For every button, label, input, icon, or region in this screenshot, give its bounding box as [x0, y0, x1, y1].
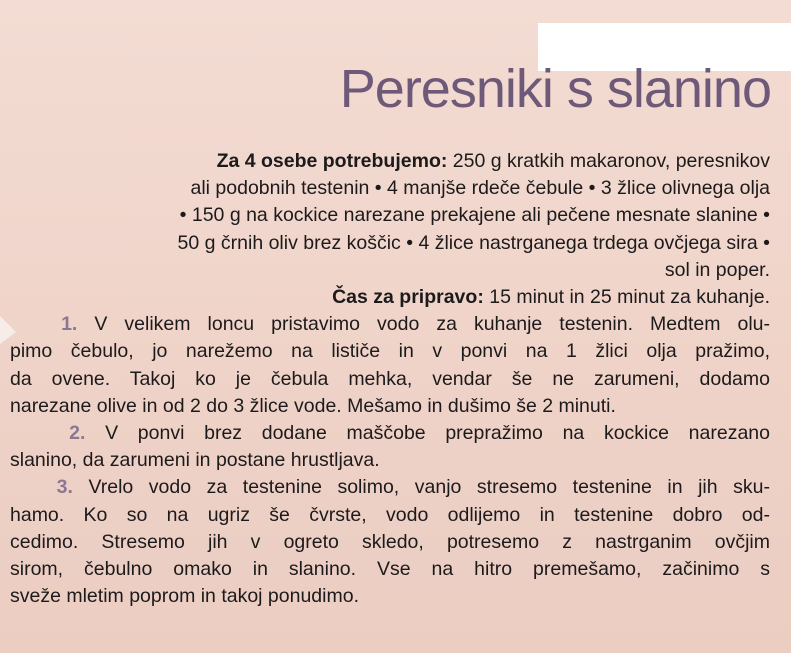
step-2	[10, 420, 770, 474]
step-line: da ovene. Takoj ko je čebula mehka, vendar še ne zarumeni, dodamo	[10, 367, 770, 390]
step-text: Vrelo vodo za testenine solimo, vanjo stresemo testenine in jih sku-	[88, 476, 770, 499]
step-line: sveže mletim poprom in takoj ponudimo.	[10, 585, 359, 608]
step-line: narezane olive in od 2 do 3 žlice vode. Mešamo in dušimo še 2 minuti.	[10, 394, 616, 417]
ingredients-label: Za 4 osebe potrebujemo:	[216, 150, 448, 172]
time-block	[10, 284, 770, 311]
step-line	[10, 420, 770, 447]
ingredients-line: 50 g črnih oliv brez koščic • 4 žlice nastrganega trdega ovčjega sira •	[177, 231, 770, 254]
step-line	[10, 311, 770, 338]
step-line: sirom, čebulno omako in slanino. Vse na hitro premešamo, začinimo s	[10, 558, 770, 581]
recipe-body	[10, 148, 770, 610]
time-line	[10, 284, 770, 311]
ingredients-line: ali podobnih testenin • 4 manjše rdeče čebule • 3 žlice olivnega olja	[190, 177, 770, 200]
time-label: Čas za pripravo:	[332, 286, 484, 309]
ingredients-block	[10, 148, 770, 284]
ingredients-line: sol in poper.	[664, 258, 770, 281]
step-line: pimo čebulo, jo narežemo na lističe in v ponvi na 1 žlici olja pražimo,	[10, 340, 770, 363]
ingredients-text: 250 g kratkih makaronov, peresnikov	[452, 150, 770, 172]
ingredients-line	[10, 148, 770, 175]
step-number: 1.	[61, 313, 78, 336]
step-3	[10, 474, 770, 610]
step-line	[10, 474, 770, 501]
step-line: cedimo. Stresemo jih v ogreto skledo, potresemo z nastrganim ovčjim	[10, 530, 770, 553]
recipe-title: Peresniki s slanino	[339, 59, 771, 119]
time-text: 15 minut in 25 minut za kuhanje.	[489, 286, 770, 309]
step-number: 2.	[69, 422, 86, 445]
step-text: V ponvi brez dodane maščobe prepražimo na kockice narezano	[105, 422, 770, 445]
step-text: V velikem loncu pristavimo vodo za kuhanje testenin. Medtem olu-	[94, 313, 770, 336]
step-1	[10, 311, 770, 420]
step-number: 3.	[56, 476, 73, 499]
step-line: hamo. Ko so na ugriz še čvrste, vodo odlijemo in testenine dobro od-	[10, 503, 770, 526]
ingredients-line: • 150 g na kockice narezane prekajene ali pečene mesnate slanine •	[179, 204, 770, 227]
step-line: slanino, da zarumeni in postane hrustljava.	[10, 449, 380, 472]
